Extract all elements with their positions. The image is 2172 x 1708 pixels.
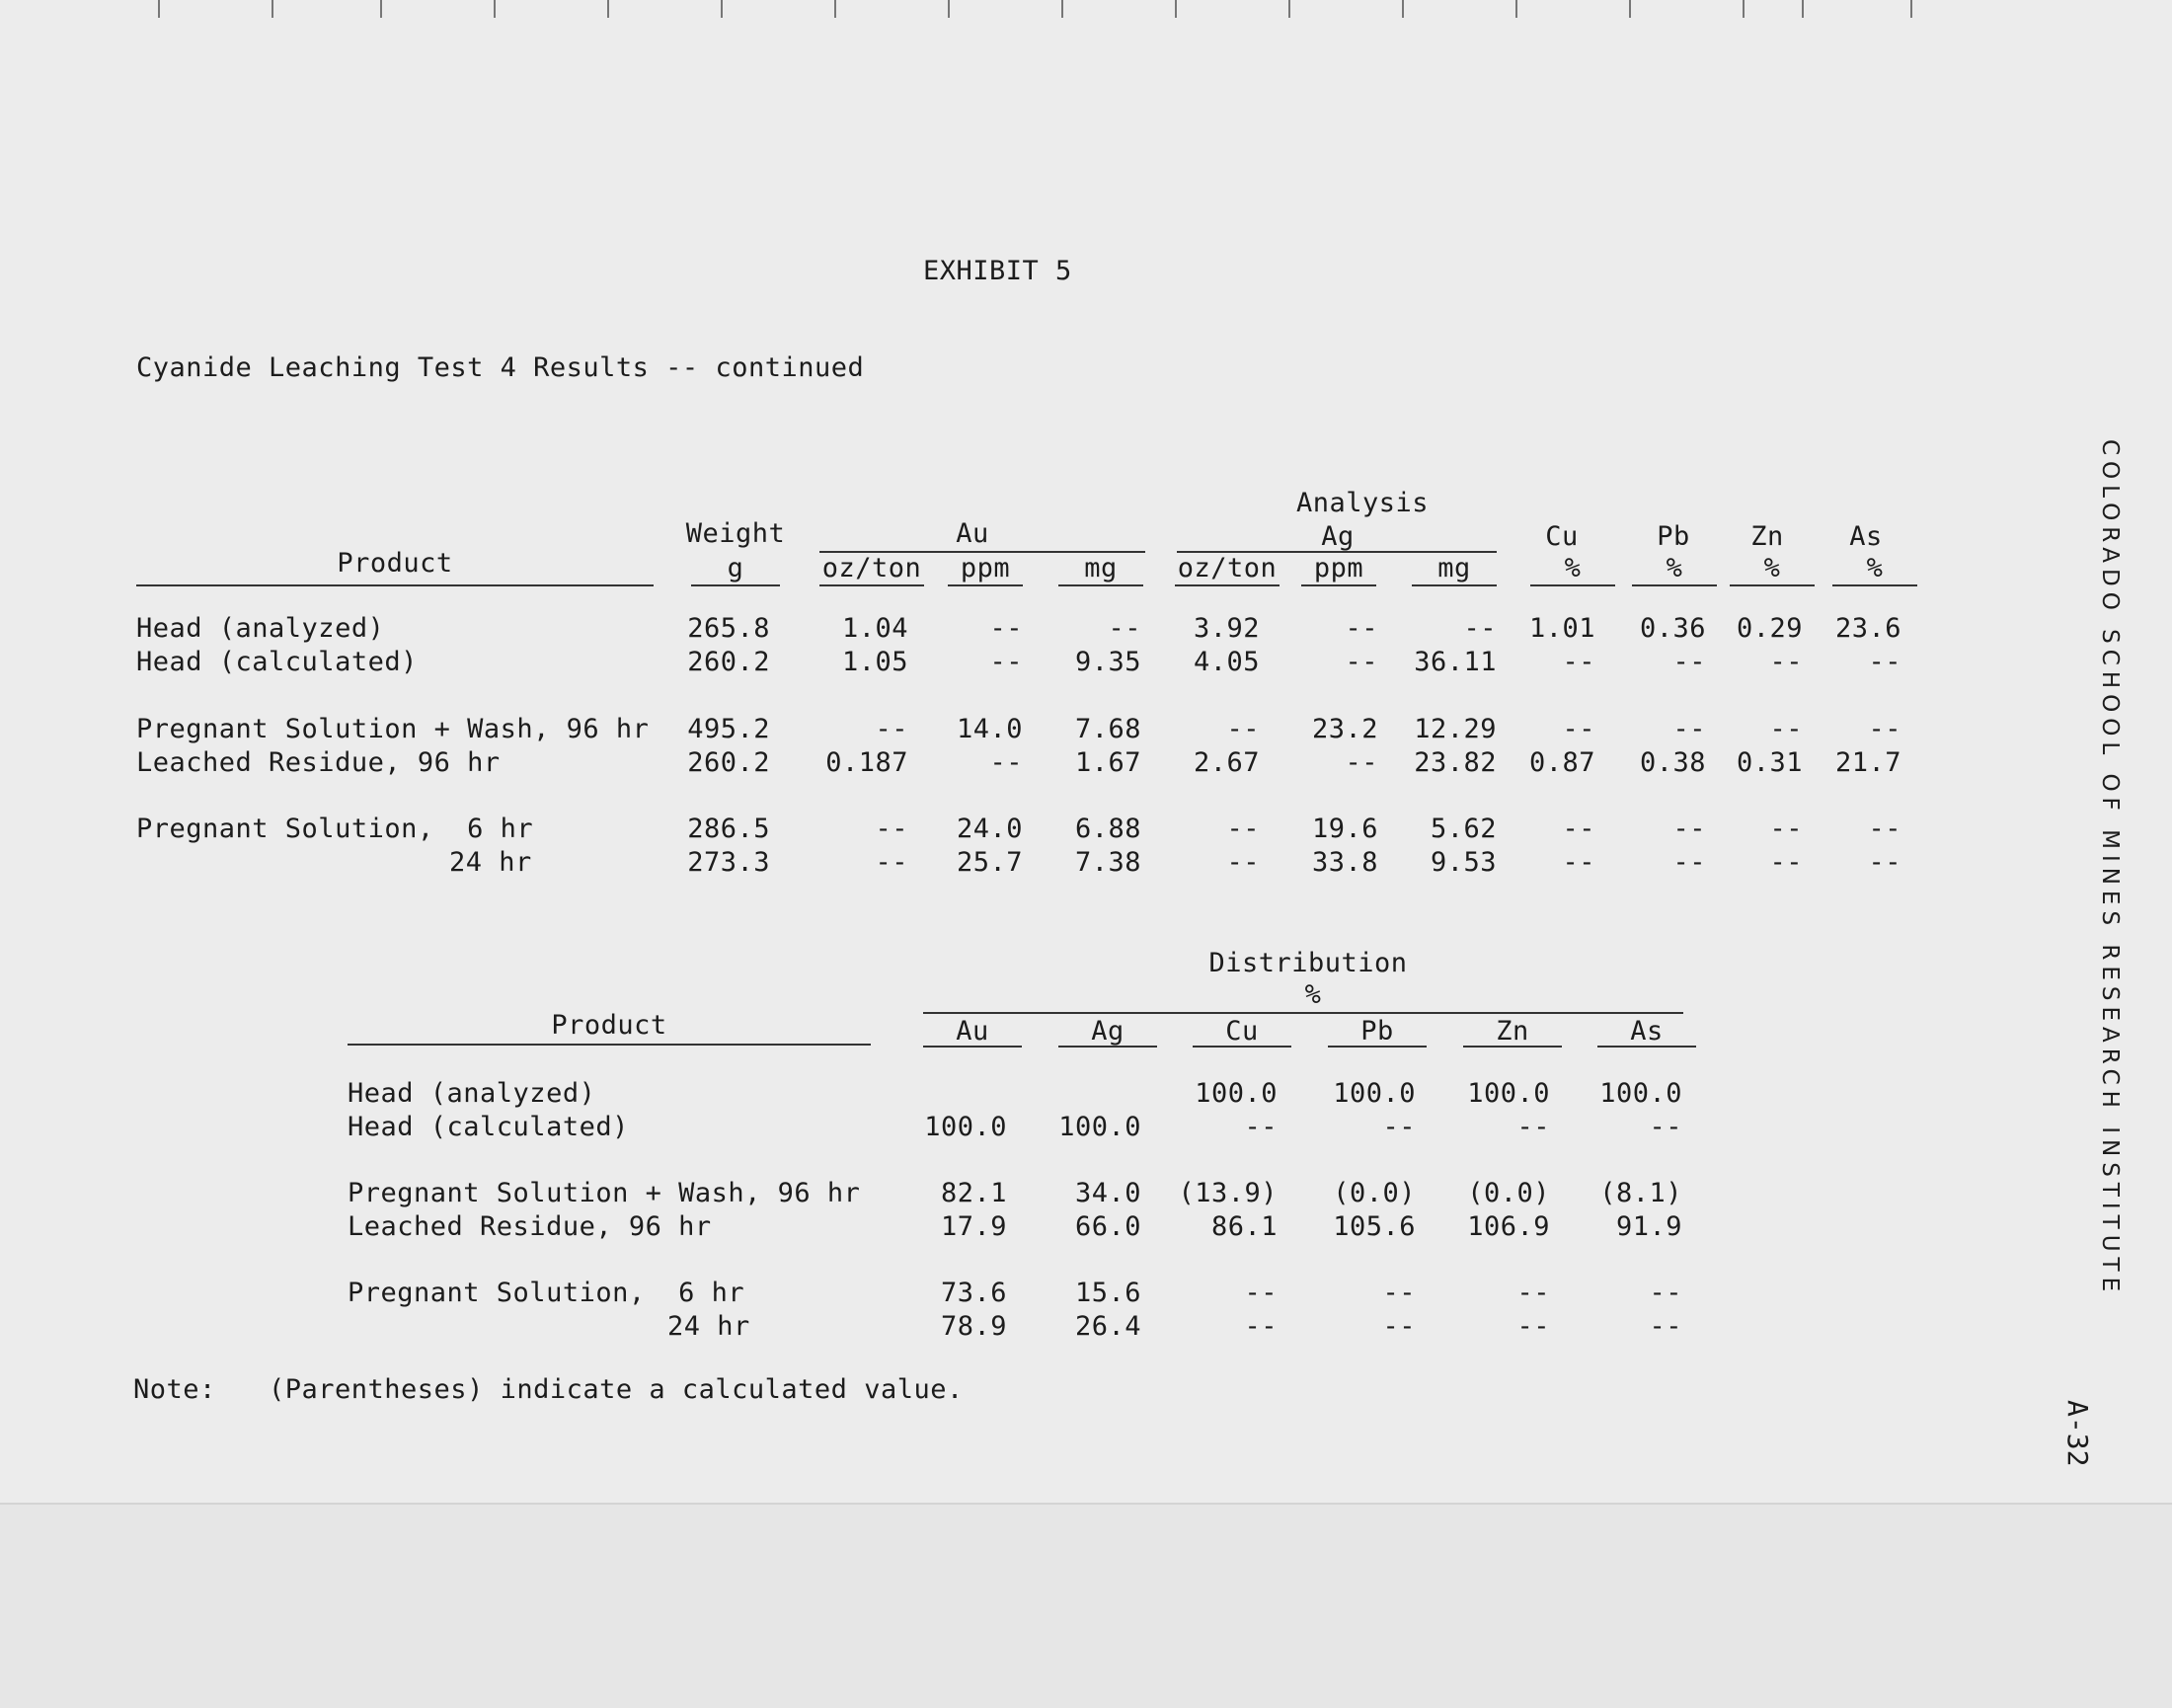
cell-weight: 273.3	[687, 847, 770, 878]
analysis-group-header: Analysis	[1295, 488, 1430, 518]
cu-header: Cu	[1545, 521, 1579, 552]
cell-product: Head (calculated)	[348, 1112, 629, 1142]
as-rule	[1832, 584, 1917, 586]
cell-ag-ppm: 19.6	[1311, 814, 1378, 844]
weight-rule	[691, 584, 780, 586]
distribution-group-rule	[923, 1012, 1683, 1014]
note-text: (Parentheses) indicate a calculated value.	[269, 1374, 964, 1405]
ag-ppm-rule	[1301, 584, 1376, 586]
zn-unit: %	[1763, 553, 1781, 583]
ag-group-header: Ag	[1321, 521, 1355, 552]
cell-au-ppm: 24.0	[956, 814, 1023, 844]
scan-bottom-band	[0, 1503, 2172, 1708]
cell-ag-mg: 5.62	[1430, 814, 1497, 844]
cell-product: Pregnant Solution + Wash, 96 hr	[136, 714, 650, 744]
cell-zn: (0.0)	[1467, 1178, 1550, 1208]
exhibit-title: EXHIBIT 5	[923, 256, 1072, 286]
cell-zn: --	[1769, 714, 1803, 744]
cell-as: 91.9	[1615, 1211, 1682, 1242]
pb-header-2: Pb	[1360, 1016, 1394, 1047]
cell-ag-ppm: 23.2	[1311, 714, 1378, 744]
cell-ag-mg: --	[1463, 613, 1497, 644]
cell-au-oz: --	[875, 847, 908, 878]
cell-au-oz: --	[875, 714, 908, 744]
cell-as: --	[1868, 714, 1901, 744]
cell-zn: --	[1516, 1278, 1550, 1308]
cell-au-ppm: --	[989, 747, 1023, 778]
au-oz-rule	[819, 584, 924, 586]
cell-ag-mg: 12.29	[1414, 714, 1497, 744]
ag-mg-header: mg	[1437, 553, 1471, 583]
pb-unit: %	[1666, 553, 1683, 583]
cell-au: 82.1	[940, 1178, 1007, 1208]
cell-au-oz: 1.05	[841, 647, 908, 677]
cell-as: --	[1649, 1278, 1682, 1308]
cell-au-oz: --	[875, 814, 908, 844]
cell-au-ppm: --	[989, 613, 1023, 644]
document-subtitle: Cyanide Leaching Test 4 Results -- continued	[136, 352, 865, 383]
cell-product: 24 hr	[667, 1311, 750, 1342]
cell-zn: 0.31	[1736, 747, 1803, 778]
cell-zn: 100.0	[1467, 1078, 1550, 1109]
cell-weight: 265.8	[687, 613, 770, 644]
cell-au-mg: --	[1108, 613, 1141, 644]
ag-ppm-header: ppm	[1313, 553, 1364, 583]
cell-ag-mg: 9.53	[1430, 847, 1497, 878]
cell-pb: 105.6	[1333, 1211, 1416, 1242]
cell-as: (8.1)	[1599, 1178, 1682, 1208]
as-header: As	[1849, 521, 1883, 552]
cell-as: --	[1649, 1112, 1682, 1142]
cell-zn: --	[1516, 1311, 1550, 1342]
ag-header-2: Ag	[1091, 1016, 1125, 1047]
ag-oz-header: oz/ton	[1177, 553, 1278, 583]
au-oz-header: oz/ton	[821, 553, 922, 583]
cell-product: Pregnant Solution, 6 hr	[348, 1278, 745, 1308]
cell-au-ppm: 25.7	[956, 847, 1023, 878]
cell-weight: 286.5	[687, 814, 770, 844]
cell-au-mg: 6.88	[1074, 814, 1141, 844]
cu-header-2: Cu	[1225, 1016, 1259, 1047]
cell-cu: 86.1	[1210, 1211, 1278, 1242]
weight-header: Weight	[685, 518, 786, 549]
cell-au: 78.9	[940, 1311, 1007, 1342]
cell-cu: 0.87	[1528, 747, 1595, 778]
cu-unit: %	[1564, 553, 1582, 583]
au-ppm-header: ppm	[960, 553, 1011, 583]
cell-pb: --	[1672, 647, 1706, 677]
cell-weight: 260.2	[687, 747, 770, 778]
cell-au-mg: 9.35	[1074, 647, 1141, 677]
cell-product: Leached Residue, 96 hr	[136, 747, 501, 778]
cell-ag-oz: 4.05	[1193, 647, 1260, 677]
product-rule-2	[348, 1044, 871, 1046]
distribution-unit: %	[1304, 979, 1322, 1010]
as-header-2: As	[1630, 1016, 1664, 1047]
pb-rule	[1632, 584, 1717, 586]
cell-as: 100.0	[1599, 1078, 1682, 1109]
cell-cu: 100.0	[1195, 1078, 1278, 1109]
cell-zn: 0.29	[1736, 613, 1803, 644]
cell-pb: (0.0)	[1333, 1178, 1416, 1208]
distribution-group-header: Distribution	[1208, 948, 1408, 978]
cell-as: --	[1868, 814, 1901, 844]
zn-rule	[1730, 584, 1815, 586]
page-number-text: A-32	[2061, 1400, 2094, 1467]
pb-header: Pb	[1657, 521, 1690, 552]
au-mg-rule	[1058, 584, 1143, 586]
note-label: Note:	[133, 1374, 216, 1405]
ag-mg-rule	[1412, 584, 1497, 586]
cell-au: 73.6	[940, 1278, 1007, 1308]
cell-pb: --	[1672, 847, 1706, 878]
cell-product: Head (calculated)	[136, 647, 418, 677]
au-ppm-rule	[948, 584, 1023, 586]
ag-oz-rule	[1175, 584, 1280, 586]
cell-au-oz: 0.187	[825, 747, 908, 778]
cell-as: --	[1868, 647, 1901, 677]
cu-rule-2	[1193, 1046, 1291, 1048]
product-header-2: Product	[551, 1010, 667, 1041]
cell-zn: --	[1516, 1112, 1550, 1142]
cell-product: 24 hr	[449, 847, 532, 878]
institute-sidebar	[2087, 439, 2136, 1298]
cell-ag-ppm: --	[1345, 747, 1378, 778]
page-number	[2058, 1400, 2098, 1479]
weight-unit: g	[727, 553, 744, 583]
cell-pb: --	[1382, 1278, 1416, 1308]
cell-ag: 34.0	[1074, 1178, 1141, 1208]
cell-cu: --	[1244, 1311, 1278, 1342]
cell-ag-ppm: 33.8	[1311, 847, 1378, 878]
cell-au: 100.0	[924, 1112, 1007, 1142]
cell-as: --	[1868, 847, 1901, 878]
cell-as: 21.7	[1834, 747, 1901, 778]
au-rule-2	[923, 1046, 1022, 1048]
cell-au-mg: 7.38	[1074, 847, 1141, 878]
as-rule-2	[1597, 1046, 1696, 1048]
cell-pb: 0.38	[1639, 747, 1706, 778]
cell-product: Head (analyzed)	[348, 1078, 596, 1109]
zn-rule-2	[1463, 1046, 1562, 1048]
cell-ag: 66.0	[1074, 1211, 1141, 1242]
cell-product: Pregnant Solution + Wash, 96 hr	[348, 1178, 861, 1208]
au-group-header: Au	[956, 518, 989, 549]
cell-ag-oz: 3.92	[1193, 613, 1260, 644]
cell-weight: 495.2	[687, 714, 770, 744]
au-header-2: Au	[956, 1016, 989, 1047]
cell-cu: 1.01	[1528, 613, 1595, 644]
as-unit: %	[1866, 553, 1884, 583]
cell-au-ppm: 14.0	[956, 714, 1023, 744]
cell-cu: --	[1244, 1278, 1278, 1308]
cell-ag-ppm: --	[1345, 613, 1378, 644]
cell-au-mg: 7.68	[1074, 714, 1141, 744]
cell-ag: 15.6	[1074, 1278, 1141, 1308]
cell-cu: --	[1562, 847, 1595, 878]
cell-product: Head (analyzed)	[136, 613, 385, 644]
cell-zn: --	[1769, 647, 1803, 677]
zn-header: Zn	[1750, 521, 1784, 552]
pb-rule-2	[1328, 1046, 1427, 1048]
cell-cu: --	[1562, 714, 1595, 744]
institute-name: COLORADO SCHOOL OF MINES RESEARCH INSTITUTE	[2097, 439, 2123, 1298]
cell-pb: --	[1672, 814, 1706, 844]
cell-pb: 100.0	[1333, 1078, 1416, 1109]
cell-zn: 106.9	[1467, 1211, 1550, 1242]
cell-product: Pregnant Solution, 6 hr	[136, 814, 534, 844]
ag-rule-2	[1058, 1046, 1157, 1048]
cell-pb: --	[1382, 1112, 1416, 1142]
cell-zn: --	[1769, 847, 1803, 878]
product-header: Product	[337, 548, 453, 579]
cell-au: 17.9	[940, 1211, 1007, 1242]
cell-cu: --	[1244, 1112, 1278, 1142]
cell-zn: --	[1769, 814, 1803, 844]
cu-rule	[1530, 584, 1615, 586]
cell-ag-mg: 23.82	[1414, 747, 1497, 778]
cell-ag: 26.4	[1074, 1311, 1141, 1342]
cell-ag-oz: --	[1226, 714, 1260, 744]
cell-au-oz: 1.04	[841, 613, 908, 644]
cell-as: --	[1649, 1311, 1682, 1342]
cell-weight: 260.2	[687, 647, 770, 677]
product-rule	[136, 584, 654, 586]
cell-ag-ppm: --	[1345, 647, 1378, 677]
cell-ag-oz: 2.67	[1193, 747, 1260, 778]
cell-ag: 100.0	[1058, 1112, 1141, 1142]
zn-header-2: Zn	[1496, 1016, 1529, 1047]
cell-pb: --	[1382, 1311, 1416, 1342]
cell-pb: --	[1672, 714, 1706, 744]
au-mg-header: mg	[1084, 553, 1118, 583]
cell-ag-oz: --	[1226, 847, 1260, 878]
cell-product: Leached Residue, 96 hr	[348, 1211, 712, 1242]
cell-cu: (13.9)	[1178, 1178, 1278, 1208]
cell-au-ppm: --	[989, 647, 1023, 677]
cell-cu: --	[1562, 814, 1595, 844]
cell-cu: --	[1562, 647, 1595, 677]
cell-ag-mg: 36.11	[1414, 647, 1497, 677]
cell-au-mg: 1.67	[1074, 747, 1141, 778]
cell-ag-oz: --	[1226, 814, 1260, 844]
cell-pb: 0.36	[1639, 613, 1706, 644]
cell-as: 23.6	[1834, 613, 1901, 644]
